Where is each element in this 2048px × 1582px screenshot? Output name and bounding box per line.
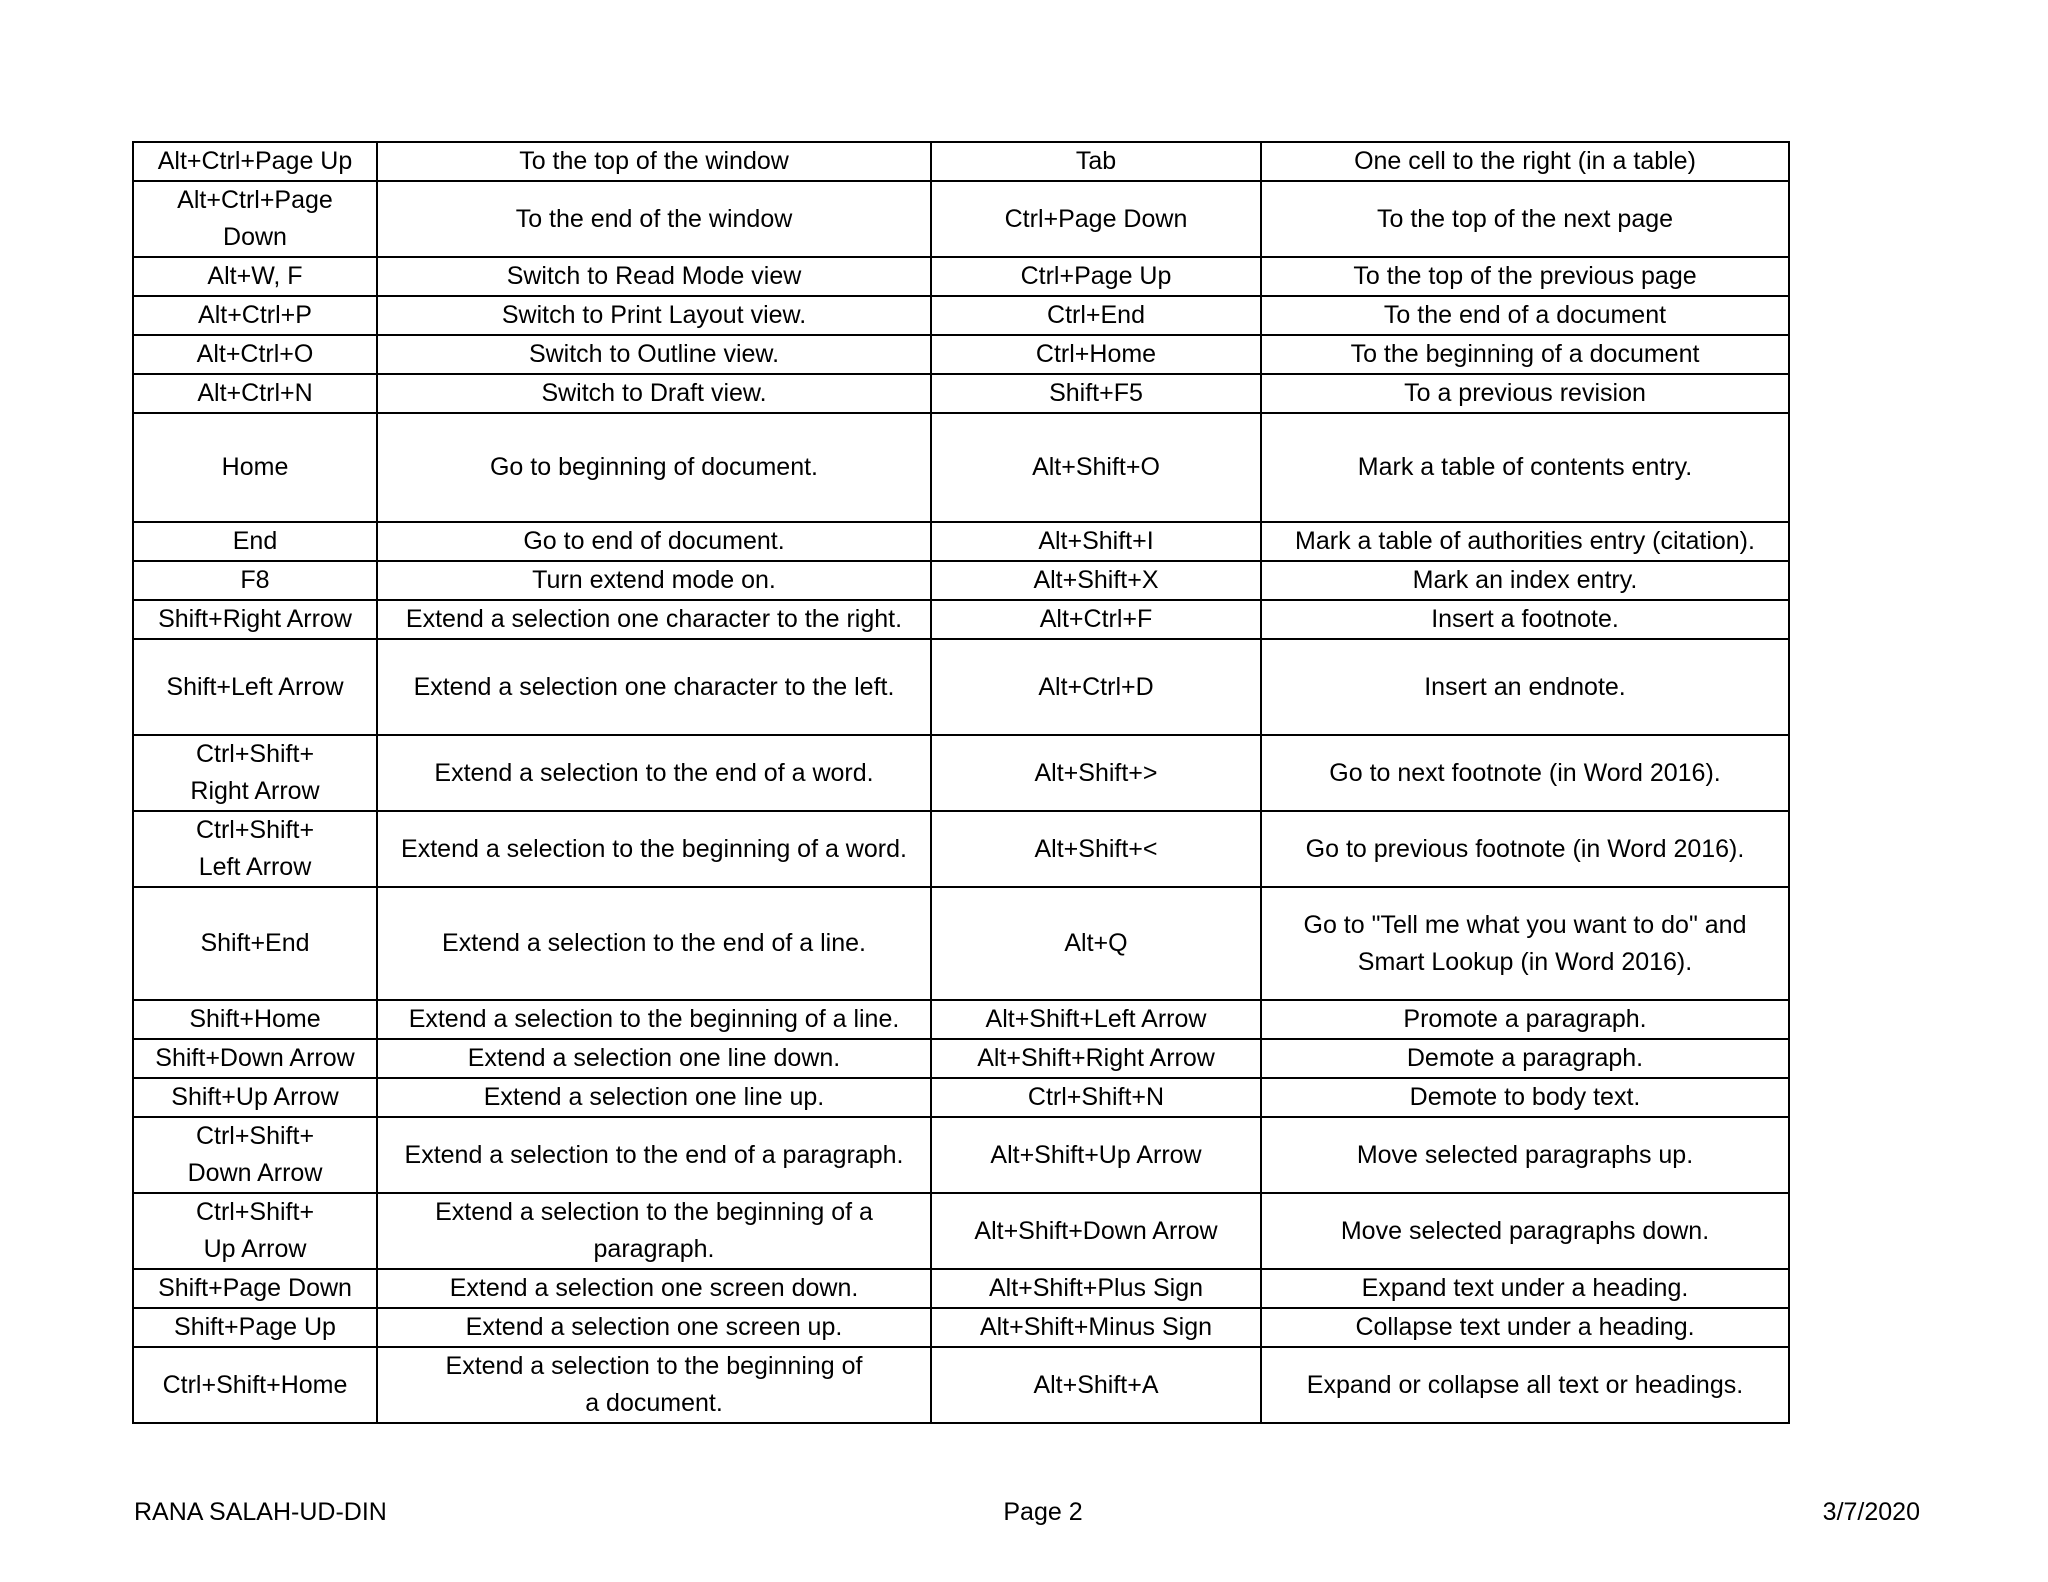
- shortcut-key-cell: Alt+Shift+Right Arrow: [931, 1039, 1261, 1078]
- shortcut-description-cell: Insert a footnote.: [1261, 600, 1789, 639]
- shortcut-key-cell: Ctrl+Shift+ Right Arrow: [133, 735, 377, 811]
- table-row: [133, 257, 1789, 296]
- table-row: [133, 887, 1789, 1000]
- shortcut-key-cell: Alt+Ctrl+P: [133, 296, 377, 335]
- shortcut-table: [132, 141, 1790, 1424]
- shortcut-key-cell: Alt+Ctrl+Page Down: [133, 181, 377, 257]
- shortcut-key-cell: Shift+Page Up: [133, 1308, 377, 1347]
- shortcut-key-cell: Alt+Shift+X: [931, 561, 1261, 600]
- shortcut-key-cell: Ctrl+Shift+Home: [133, 1347, 377, 1423]
- shortcut-key-cell: Ctrl+Home: [931, 335, 1261, 374]
- shortcut-description-cell: Extend a selection to the end of a word.: [377, 735, 931, 811]
- shortcut-key-cell: Shift+End: [133, 887, 377, 1000]
- table-row: [133, 1308, 1789, 1347]
- shortcut-description-cell: Extend a selection one line up.: [377, 1078, 931, 1117]
- shortcut-description-cell: Switch to Read Mode view: [377, 257, 931, 296]
- shortcut-description-cell: Turn extend mode on.: [377, 561, 931, 600]
- shortcut-key-cell: Alt+Ctrl+O: [133, 335, 377, 374]
- shortcut-key-cell: Ctrl+Shift+ Left Arrow: [133, 811, 377, 887]
- shortcut-description-cell: To the beginning of a document: [1261, 335, 1789, 374]
- table-row: [133, 335, 1789, 374]
- shortcut-description-cell: Extend a selection to the beginning of a paragraph.: [377, 1193, 931, 1269]
- shortcut-description-cell: Move selected paragraphs up.: [1261, 1117, 1789, 1193]
- shortcut-description-cell: Mark an index entry.: [1261, 561, 1789, 600]
- shortcut-description-cell: Insert an endnote.: [1261, 639, 1789, 735]
- shortcut-key-cell: Alt+Shift+>: [931, 735, 1261, 811]
- shortcut-description-cell: Extend a selection to the end of a paragraph.: [377, 1117, 931, 1193]
- shortcut-description-cell: Promote a paragraph.: [1261, 1000, 1789, 1039]
- shortcut-key-cell: Alt+Q: [931, 887, 1261, 1000]
- shortcut-description-cell: Go to "Tell me what you want to do" and Smart Lookup (in Word 2016).: [1261, 887, 1789, 1000]
- table-row: [133, 181, 1789, 257]
- shortcut-description-cell: Mark a table of authorities entry (citation).: [1261, 522, 1789, 561]
- shortcut-key-cell: Alt+Shift+O: [931, 413, 1261, 522]
- table-row: [133, 374, 1789, 413]
- shortcut-key-cell: Home: [133, 413, 377, 522]
- shortcut-key-cell: Tab: [931, 142, 1261, 181]
- shortcut-key-cell: Alt+Ctrl+N: [133, 374, 377, 413]
- shortcut-description-cell: Extend a selection to the end of a line.: [377, 887, 931, 1000]
- table-row: [133, 1269, 1789, 1308]
- shortcut-description-cell: Switch to Draft view.: [377, 374, 931, 413]
- shortcut-key-cell: Alt+Shift+Down Arrow: [931, 1193, 1261, 1269]
- shortcut-key-cell: Shift+Left Arrow: [133, 639, 377, 735]
- table-row: [133, 1193, 1789, 1269]
- shortcut-description-cell: Extend a selection to the beginning of a document.: [377, 1347, 931, 1423]
- shortcut-description-cell: Extend a selection to the beginning of a line.: [377, 1000, 931, 1039]
- shortcut-key-cell: Ctrl+Page Up: [931, 257, 1261, 296]
- shortcut-description-cell: Go to end of document.: [377, 522, 931, 561]
- shortcut-description-cell: To the top of the window: [377, 142, 931, 181]
- shortcut-description-cell: To the end of the window: [377, 181, 931, 257]
- shortcut-table-body: [133, 142, 1789, 1423]
- table-row: [133, 522, 1789, 561]
- shortcut-description-cell: Demote a paragraph.: [1261, 1039, 1789, 1078]
- shortcut-description-cell: Extend a selection to the beginning of a word.: [377, 811, 931, 887]
- shortcut-key-cell: Shift+Page Down: [133, 1269, 377, 1308]
- shortcut-key-cell: Shift+Up Arrow: [133, 1078, 377, 1117]
- shortcut-description-cell: Go to beginning of document.: [377, 413, 931, 522]
- shortcut-key-cell: Alt+Ctrl+F: [931, 600, 1261, 639]
- shortcut-key-cell: Alt+Shift+Minus Sign: [931, 1308, 1261, 1347]
- shortcut-description-cell: Switch to Print Layout view.: [377, 296, 931, 335]
- shortcut-key-cell: Alt+Shift+<: [931, 811, 1261, 887]
- shortcut-description-cell: Collapse text under a heading.: [1261, 1308, 1789, 1347]
- shortcut-description-cell: Demote to body text.: [1261, 1078, 1789, 1117]
- shortcut-description-cell: Extend a selection one character to the left.: [377, 639, 931, 735]
- shortcut-key-cell: Ctrl+Shift+N: [931, 1078, 1261, 1117]
- table-row: [133, 1347, 1789, 1423]
- shortcut-description-cell: Mark a table of contents entry.: [1261, 413, 1789, 522]
- shortcut-description-cell: Go to previous footnote (in Word 2016).: [1261, 811, 1789, 887]
- shortcut-key-cell: Alt+Shift+Plus Sign: [931, 1269, 1261, 1308]
- shortcut-description-cell: Extend a selection one character to the right.: [377, 600, 931, 639]
- table-row: [133, 1000, 1789, 1039]
- shortcut-description-cell: Go to next footnote (in Word 2016).: [1261, 735, 1789, 811]
- shortcut-description-cell: Expand text under a heading.: [1261, 1269, 1789, 1308]
- table-row: [133, 639, 1789, 735]
- shortcut-key-cell: Ctrl+Page Down: [931, 181, 1261, 257]
- table-row: [133, 413, 1789, 522]
- shortcut-description-cell: Extend a selection one line down.: [377, 1039, 931, 1078]
- footer-date: 3/7/2020: [1822, 1498, 1920, 1526]
- table-row: [133, 1117, 1789, 1193]
- table-row: [133, 561, 1789, 600]
- shortcut-description-cell: Extend a selection one screen down.: [377, 1269, 931, 1308]
- table-row: [133, 735, 1789, 811]
- shortcut-description-cell: To the end of a document: [1261, 296, 1789, 335]
- shortcut-key-cell: Alt+Shift+I: [931, 522, 1261, 561]
- table-row: [133, 811, 1789, 887]
- table-row: [133, 600, 1789, 639]
- shortcut-key-cell: Ctrl+Shift+ Down Arrow: [133, 1117, 377, 1193]
- shortcut-key-cell: Alt+Ctrl+D: [931, 639, 1261, 735]
- shortcut-key-cell: F8: [133, 561, 377, 600]
- table-row: [133, 296, 1789, 335]
- shortcut-description-cell: One cell to the right (in a table): [1261, 142, 1789, 181]
- table-row: [133, 1078, 1789, 1117]
- shortcut-key-cell: Alt+Ctrl+Page Up: [133, 142, 377, 181]
- shortcut-key-cell: Shift+F5: [931, 374, 1261, 413]
- shortcut-key-cell: Alt+W, F: [133, 257, 377, 296]
- shortcut-key-cell: End: [133, 522, 377, 561]
- footer-author: RANA SALAH-UD-DIN: [134, 1498, 387, 1526]
- shortcut-key-cell: Alt+Shift+Up Arrow: [931, 1117, 1261, 1193]
- table-row: [133, 1039, 1789, 1078]
- footer-page-number: Page 2: [1003, 1498, 1083, 1526]
- shortcut-key-cell: Shift+Down Arrow: [133, 1039, 377, 1078]
- shortcut-key-cell: Ctrl+Shift+ Up Arrow: [133, 1193, 377, 1269]
- shortcut-key-cell: Alt+Shift+A: [931, 1347, 1261, 1423]
- shortcut-description-cell: Switch to Outline view.: [377, 335, 931, 374]
- shortcut-key-cell: Alt+Shift+Left Arrow: [931, 1000, 1261, 1039]
- shortcut-description-cell: To the top of the next page: [1261, 181, 1789, 257]
- shortcut-description-cell: Move selected paragraphs down.: [1261, 1193, 1789, 1269]
- shortcut-key-cell: Ctrl+End: [931, 296, 1261, 335]
- shortcut-key-cell: Shift+Home: [133, 1000, 377, 1039]
- shortcut-description-cell: Expand or collapse all text or headings.: [1261, 1347, 1789, 1423]
- shortcut-description-cell: To the top of the previous page: [1261, 257, 1789, 296]
- shortcut-key-cell: Shift+Right Arrow: [133, 600, 377, 639]
- shortcut-description-cell: Extend a selection one screen up.: [377, 1308, 931, 1347]
- shortcut-description-cell: To a previous revision: [1261, 374, 1789, 413]
- table-row: [133, 142, 1789, 181]
